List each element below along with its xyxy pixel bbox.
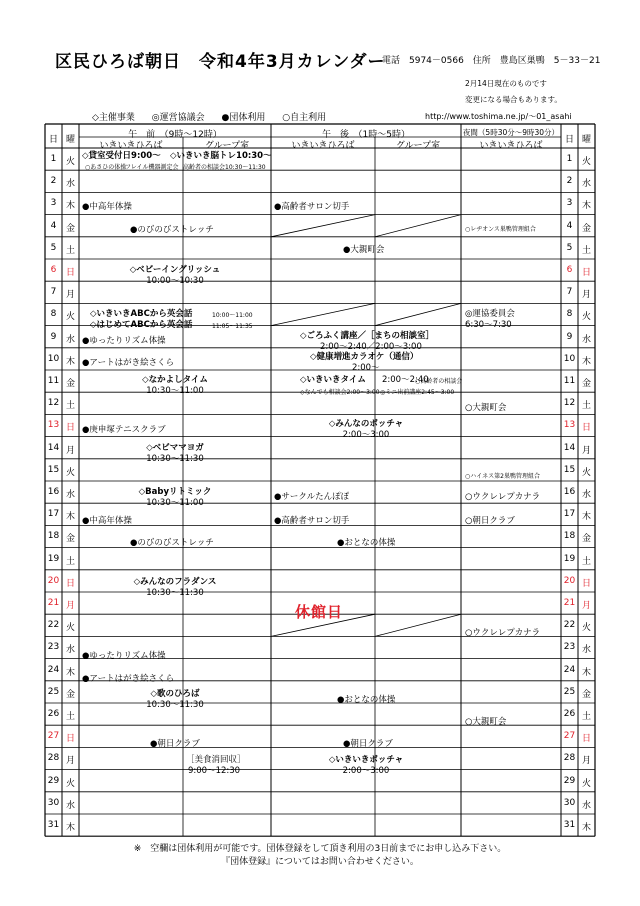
day-number-right: 26 <box>563 709 576 719</box>
day-of-week-right: 火 <box>581 778 591 789</box>
day-number-right: 17 <box>563 509 576 520</box>
day-number: 23 <box>47 642 60 653</box>
day-number-right: 14 <box>563 442 576 453</box>
day-of-week-right: 日 <box>581 578 591 589</box>
day-of-week: 水 <box>65 800 75 811</box>
page-title: 区民ひろば朝日 令和4年3月カレンダー <box>55 52 386 72</box>
header-am: 午 前 （9時～12時） <box>128 130 222 140</box>
event-d8-abc2-time: 11:05～11:35 <box>212 323 253 330</box>
day-of-week: 日 <box>65 734 75 745</box>
day-number-right: 9 <box>566 331 573 342</box>
day-of-week-right: 木 <box>581 667 591 678</box>
day-number-right: 29 <box>563 775 576 786</box>
day-number-right: 25 <box>563 686 576 697</box>
event-d16-night: ○ウクレレプカナラ <box>465 492 541 502</box>
day-number-right: 30 <box>563 797 576 808</box>
footer-note-1: ※ 空欄は団体利用が可能です。団体登録をして頂き利用の3日前までにお申し込み下さい。 <box>133 844 507 854</box>
day-number-right: 3 <box>566 198 573 209</box>
event-d11-pm-mini: ◎ミニ出前講座2:45～3:00 <box>380 389 455 396</box>
event-d11-pm-title: ◇いきいきタイム <box>300 375 366 385</box>
day-of-week-right: 土 <box>581 245 591 256</box>
day-number: 9 <box>50 331 57 342</box>
day-number: 1 <box>50 154 57 164</box>
day-number: 26 <box>47 709 60 719</box>
day-of-week-right: 土 <box>581 401 591 412</box>
day-number: 19 <box>47 553 60 564</box>
day-number: 8 <box>50 309 57 320</box>
day-of-week: 火 <box>65 778 75 789</box>
event-d8-night: ◎運協委員会 <box>465 309 515 319</box>
event-d27-am: ●朝日クラブ <box>150 739 200 749</box>
day-of-week-right: 金 <box>581 534 591 545</box>
legend-item: ●団体利用 <box>221 113 266 123</box>
day-number-right: 5 <box>566 242 573 253</box>
event-d16-time: 10:30～11:00 <box>146 498 204 508</box>
day-number: 15 <box>47 464 60 475</box>
day-of-week-right: 土 <box>581 712 591 722</box>
event-d11-pm-consult: ○高齢者の相談会 <box>415 378 463 385</box>
day-number: 28 <box>47 753 60 764</box>
day-of-week: 日 <box>65 423 75 434</box>
day-number-right: 8 <box>566 309 573 320</box>
day-of-week-right: 水 <box>581 645 591 656</box>
event-d3-am: ●中高年体操 <box>82 202 132 212</box>
day-of-week-right: 月 <box>581 756 591 767</box>
day-number: 25 <box>47 686 60 697</box>
day-of-week: 木 <box>65 356 75 367</box>
event-d1-consult: 高齢者の相談会10:30～11:30 <box>183 164 266 171</box>
event-d5-pm: ●大親町会 <box>343 245 385 255</box>
day-number: 24 <box>47 664 60 675</box>
day-number-right: 31 <box>563 820 576 830</box>
event-d26-night: ○大親町会 <box>465 717 507 727</box>
day-number-right: 28 <box>563 753 576 764</box>
event-d16-pm: ●サークルたんぽぽ <box>274 492 350 502</box>
day-of-week: 水 <box>65 179 75 190</box>
day-number-right: 1 <box>566 154 573 164</box>
event-d28-pm-time: 2:00～3:00 <box>342 766 390 776</box>
day-number: 17 <box>47 509 60 520</box>
day-of-week-right: 月 <box>581 601 591 611</box>
event-d1-exercise: ○あさひの体操 <box>85 164 127 171</box>
event-d22-night: ○ウクレレプカナラ <box>465 628 541 638</box>
event-d12-night: ○大親町会 <box>465 403 507 413</box>
day-number: 27 <box>47 731 60 742</box>
day-number: 18 <box>47 531 60 542</box>
event-d10-am: ●アートはがき絵さくら <box>82 358 175 368</box>
event-d1-brain: ◇いきいき脳トレ10:30～ <box>170 151 272 161</box>
event-d9-pm-title: ◇ごろふく講座／［まちの相談室］ <box>300 331 435 341</box>
day-number: 5 <box>50 242 57 253</box>
day-number: 14 <box>47 442 60 453</box>
header-day-right: 日 <box>564 135 574 145</box>
day-of-week: 火 <box>65 312 75 323</box>
day-of-week: 土 <box>65 712 75 722</box>
day-of-week: 土 <box>65 556 75 567</box>
day-number-right: 20 <box>563 575 576 586</box>
header-pm-ikiiki: いきいきひろば <box>291 141 355 151</box>
day-number: 29 <box>47 775 60 786</box>
event-d25-title: ◇歌のひろば <box>150 689 200 699</box>
event-d17-night: ○朝日クラブ <box>465 516 515 526</box>
day-number-right: 21 <box>563 598 576 608</box>
event-d18-am: ●のびのびストレッチ <box>130 538 214 548</box>
event-d8-abc2: ◇はじめてABCから英会話 <box>90 320 193 330</box>
event-d8-abc1: ◇いきいきABCから英会話 <box>90 309 193 319</box>
event-d10-pm-time: 2:00～ <box>352 363 380 373</box>
day-number: 13 <box>47 420 60 431</box>
contact-address: 電話 5974－0566 住所 豊島区巣鴨 5－33－21 <box>382 56 601 66</box>
legend-item: ◎運営協議会 <box>151 113 205 123</box>
header-night-ikiiki: いきいきひろば <box>479 141 543 151</box>
day-number-right: 24 <box>563 664 576 675</box>
event-d1-rental: ◇貸室受付日9:00～ <box>82 151 161 161</box>
day-of-week-right: 木 <box>581 512 591 523</box>
header-dow-right: 曜 <box>581 135 591 145</box>
event-d11-am-title: ◇なかよしタイム <box>142 375 208 385</box>
event-d4-night: ○レヂオンス巣鴨管理組合 <box>465 226 536 233</box>
event-d14-time: 10:30～11:30 <box>146 454 204 464</box>
day-of-week-right: 日 <box>581 423 591 434</box>
day-number-right: 16 <box>563 487 576 497</box>
day-of-week: 水 <box>65 334 75 345</box>
day-of-week: 月 <box>65 756 75 767</box>
event-d11-am-time: 10:30～11:00 <box>146 386 204 396</box>
day-of-week-right: 水 <box>581 334 591 345</box>
day-of-week-right: 金 <box>581 379 591 389</box>
day-number: 12 <box>47 398 60 409</box>
day-of-week: 金 <box>65 379 75 389</box>
day-of-week-right: 金 <box>581 223 591 234</box>
event-d28-pm-title: ◇いきいきボッチャ <box>328 755 404 765</box>
day-number: 2 <box>50 176 57 187</box>
day-number-right: 13 <box>563 420 576 431</box>
event-d18-pm: ●おとなの体操 <box>337 538 396 548</box>
event-d24-am: ●アートはがき絵さくら <box>82 674 175 684</box>
day-of-week-right: 火 <box>581 312 591 323</box>
day-number-right: 19 <box>563 553 576 564</box>
legend-item: ○自主利用 <box>282 113 327 123</box>
day-number: 11 <box>47 376 60 386</box>
day-number: 16 <box>47 487 60 497</box>
closed-day-label: 休館日 <box>295 603 344 621</box>
event-d20-title: ◇みんなのフラダンス <box>133 577 217 587</box>
event-d13-pm-time: 2:00～3:00 <box>342 430 390 440</box>
day-of-week-right: 水 <box>581 800 591 811</box>
day-number-right: 15 <box>563 464 576 475</box>
event-d9-pm-time: 2:00～2:40／2:00～3:00 <box>320 342 422 352</box>
event-d8-abc1-time: 10:00～11:00 <box>212 312 253 319</box>
event-d13-am: ●庚申塚テニスクラブ <box>82 425 166 435</box>
day-of-week: 土 <box>65 401 75 412</box>
event-d25-time: 10:30～11:30 <box>146 700 204 710</box>
event-d17-am: ●中高年体操 <box>82 516 132 526</box>
day-of-week-right: 日 <box>581 268 591 278</box>
day-number: 22 <box>47 620 60 631</box>
day-of-week-right: 火 <box>581 467 591 478</box>
day-number-right: 23 <box>563 642 576 653</box>
website-link[interactable]: http://www.toshima.ne.jp/〜01_asahi <box>425 112 572 121</box>
event-d28-am-time: 9:00～12:30 <box>188 766 241 776</box>
event-d23-am: ●ゆったりリズム体操 <box>82 651 166 661</box>
day-of-week: 火 <box>65 623 75 634</box>
event-d20-time: 10:30～11:30 <box>146 588 204 598</box>
day-of-week: 月 <box>65 445 75 456</box>
day-of-week: 水 <box>65 490 75 500</box>
day-number: 6 <box>50 265 57 275</box>
day-number: 21 <box>47 598 60 608</box>
event-d6-time: 10:00～10:30 <box>146 276 204 286</box>
day-of-week-right: 土 <box>581 556 591 567</box>
day-of-week: 月 <box>65 290 75 301</box>
day-number: 3 <box>50 198 57 209</box>
day-of-week: 水 <box>65 645 75 656</box>
event-d4-am: ●のびのびストレッチ <box>130 225 214 235</box>
day-of-week: 土 <box>65 245 75 256</box>
day-of-week-right: 火 <box>581 157 591 167</box>
day-of-week-right: 月 <box>581 445 591 456</box>
day-of-week: 木 <box>65 823 75 833</box>
day-number-right: 22 <box>563 620 576 631</box>
day-number: 10 <box>47 353 60 364</box>
day-of-week-right: 木 <box>581 823 591 833</box>
day-of-week: 木 <box>65 201 75 212</box>
day-of-week: 金 <box>65 689 75 700</box>
event-d9-am: ●ゆったりリズム体操 <box>82 336 166 346</box>
day-of-week: 木 <box>65 667 75 678</box>
footer-note-2: 『団体登録』についてはお問い合わせください。 <box>221 857 419 867</box>
day-of-week: 火 <box>65 157 75 167</box>
day-of-week: 金 <box>65 223 75 234</box>
day-number-right: 4 <box>566 220 573 231</box>
header-dow: 曜 <box>65 135 75 145</box>
day-of-week-right: 木 <box>581 356 591 367</box>
event-d14-title: ◇ベビママヨガ <box>146 443 204 453</box>
day-number-right: 7 <box>566 287 573 298</box>
day-number: 7 <box>50 287 57 298</box>
event-d25-pm: ●おとなの体操 <box>337 695 396 705</box>
day-of-week-right: 水 <box>581 179 591 190</box>
date-note: 2月14日現在のものです <box>465 79 547 88</box>
day-of-week-right: 木 <box>581 201 591 212</box>
day-of-week: 日 <box>65 578 75 589</box>
event-d8-night-time: 6:30～7:30 <box>465 320 512 330</box>
legend-item: ◇主催事業 <box>92 113 135 123</box>
header-am-group: グループ室 <box>204 141 250 151</box>
day-number: 20 <box>47 575 60 586</box>
day-of-week-right: 月 <box>581 290 591 301</box>
day-of-week: 月 <box>65 601 75 611</box>
event-d11-pm-time: 2:00～2:40 <box>382 375 429 385</box>
day-number: 30 <box>47 797 60 808</box>
event-d16-title: ◇Babyリトミック <box>138 487 212 497</box>
day-of-week: 日 <box>65 268 75 278</box>
event-d17-pm: ●高齢者サロン切手 <box>274 516 350 526</box>
event-d6-title: ◇ベビーイングリッシュ <box>129 265 221 275</box>
day-of-week: 金 <box>65 534 75 545</box>
header-am-ikiiki: いきいきひろば <box>99 141 163 151</box>
day-of-week-right: 金 <box>581 689 591 700</box>
day-of-week: 木 <box>65 512 75 523</box>
day-number-right: 10 <box>563 353 576 364</box>
day-number-right: 2 <box>566 176 573 187</box>
event-d27-pm: ●朝日クラブ <box>343 739 393 749</box>
day-number-right: 18 <box>563 531 576 542</box>
event-d1-frailty: フレイル機器測定会 <box>125 164 179 171</box>
event-d15-night: ○ハイネス第2巣鴨管理組合 <box>465 473 540 480</box>
day-number-right: 27 <box>563 731 576 742</box>
event-d10-pm-title: ◇健康増進カラオケ（通信） <box>310 352 419 362</box>
header-pm-group: グループ室 <box>395 141 441 151</box>
header-pm: 午 後 （1時～5時） <box>322 130 410 140</box>
day-number: 31 <box>47 820 60 830</box>
day-number-right: 11 <box>563 376 576 386</box>
event-d3-pm: ●高齢者サロン切手 <box>274 202 350 212</box>
day-of-week: 火 <box>65 467 75 478</box>
day-of-week-right: 日 <box>581 734 591 745</box>
header-day: 日 <box>48 135 58 145</box>
day-number: 4 <box>50 220 57 231</box>
event-d13-pm-title: ◇みんなのボッチャ <box>328 419 404 429</box>
day-number-right: 12 <box>563 398 576 409</box>
day-number-right: 6 <box>566 265 573 275</box>
day-of-week-right: 水 <box>581 490 591 500</box>
event-d11-pm-anything: ◇なんでも相談会2:00～3:00 <box>300 389 380 396</box>
event-d28-am: ［美食消回収］ <box>186 755 246 765</box>
day-of-week-right: 火 <box>581 623 591 634</box>
change-note: 変更になる場合もあります。 <box>465 95 562 104</box>
header-night: 夜間（5時30分～9時30分） <box>462 128 560 137</box>
